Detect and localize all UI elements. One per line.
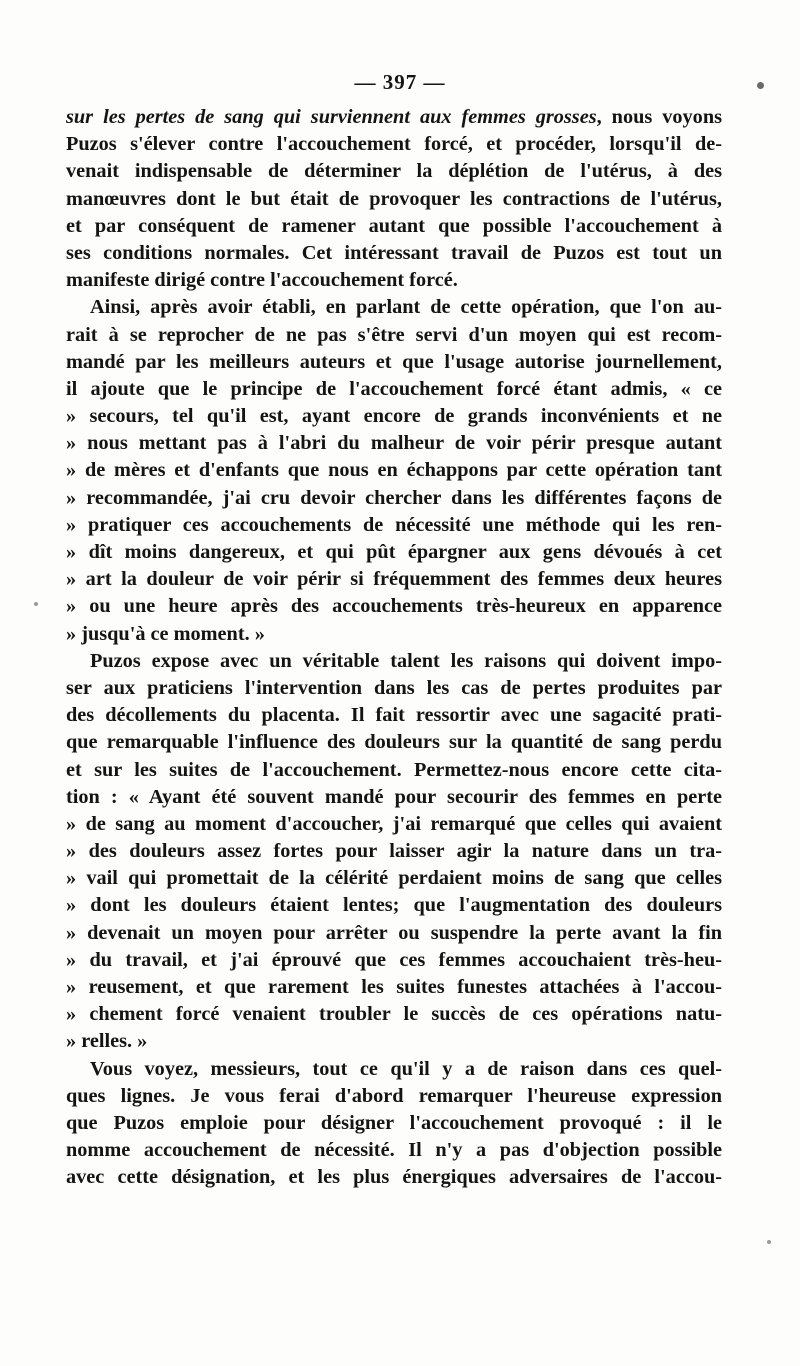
- text-segment: nomme accouchement de nécessité. Il n'y a pas d'objection possible: [66, 1139, 722, 1162]
- text-segment: mandé par les meilleurs auteurs et que l'usage autorise journellement,: [66, 350, 722, 373]
- text-segment: que remarquable l'influence des douleurs sur la quantité de sang perdu: [66, 731, 722, 754]
- text-segment: manifeste dirigé contre l'accouchement forcé.: [66, 269, 458, 292]
- text-line: [66, 757, 722, 784]
- text-segment: tion : « Ayant été souvent mandé pour secourir des femmes en perte: [66, 785, 722, 808]
- text-segment: rait à se reprocher de ne pas s'être servi d'un moyen qui est recom-: [66, 323, 722, 346]
- text-line: [66, 512, 722, 539]
- text-segment: venait indispensable de déterminer la déplétion de l'utérus, à des: [66, 160, 722, 183]
- text-line: [66, 729, 722, 756]
- text-line: [66, 186, 722, 213]
- text-line: [66, 213, 722, 240]
- text-segment: » vail qui promettait de la célérité perdaient moins de sang que celles: [66, 867, 722, 890]
- text-segment: que Puzos emploie pour désigner l'accouchement provoqué : il le: [66, 1111, 722, 1134]
- text-segment: Puzos expose avec un véritable talent les raisons qui doivent impo-: [90, 649, 722, 672]
- text-line: [66, 158, 722, 185]
- text-segment: » reusement, et que rarement les suites funestes attachées à l'accou-: [66, 976, 722, 998]
- text-segment: » dont les douleurs étaient lentes; que l'augmentation des douleurs: [66, 894, 722, 917]
- text-segment: » de sang au moment d'accoucher, j'ai remarqué que celles qui avaient: [66, 812, 722, 835]
- text-segment: ses conditions normales. Cet intéressant travail de Puzos est tout un: [66, 241, 722, 264]
- text-line: [66, 1056, 722, 1083]
- text-segment: » art la douleur de voir périr si fréquemment des femmes deux heures: [66, 568, 722, 591]
- text-segment: » devenait un moyen pour arrêter ou suspendre la perte avant la fin: [66, 921, 722, 944]
- text-segment: » pratiquer ces accouchements de nécessité une méthode qui les ren-: [66, 513, 722, 536]
- text-segment: » du travail, et j'ai éprouvé que ces femmes accouchaient très-heu-: [66, 948, 722, 971]
- text-segment: ser aux praticiens l'intervention dans les cas de pertes produites par: [66, 676, 722, 699]
- text-segment: » dît moins dangereux, et qui pût épargner aux gens dévoués à cet: [66, 541, 722, 563]
- text-segment: » nous mettant pas à l'abri du malheur de voir périr presque autant: [66, 432, 722, 455]
- text-segment: » jusqu'à ce moment. »: [66, 622, 265, 645]
- text-segment: ques lignes. Je vous ferai d'abord remarquer l'heureuse expression: [66, 1084, 722, 1107]
- text-line: [66, 457, 722, 484]
- text-line: [66, 621, 722, 648]
- text-line: [66, 485, 722, 512]
- text-line: [66, 1028, 722, 1055]
- scan-speck: [767, 1240, 771, 1244]
- text-segment: et sur les suites de l'accouchement. Permettez-nous encore cette cita-: [66, 758, 722, 781]
- text-segment: Puzos s'élever contre l'accouchement forcé, et procéder, lorsqu'il de-: [66, 133, 722, 156]
- text-segment: des décollements du placenta. Il fait ressortir avec une sagacité prati-: [66, 704, 722, 727]
- text-line: [66, 702, 722, 729]
- text-segment: , nous voyons: [596, 106, 722, 128]
- text-line: [66, 539, 722, 566]
- text-line: [66, 947, 722, 974]
- text-line: [66, 1001, 722, 1028]
- text-segment: manœuvres dont le but était de provoquer les contractions de l'utérus,: [66, 187, 722, 210]
- text-segment: » de mères et d'enfants que nous en échappons par cette opération tant: [66, 459, 722, 482]
- text-line: [66, 294, 722, 321]
- text-line: [66, 104, 722, 131]
- text-line: [66, 1083, 722, 1110]
- text-segment: avec cette désignation, et les plus énergiques adversaires de l'accou-: [66, 1166, 722, 1189]
- text-line: [66, 892, 722, 919]
- text-segment: » chement forcé venaient troubler le succès de ces opérations natu-: [66, 1003, 722, 1026]
- text-line: [66, 1137, 722, 1164]
- text-line: [66, 240, 722, 267]
- text-line: [66, 865, 722, 892]
- text-line: [66, 974, 722, 1001]
- text-line: [66, 349, 722, 376]
- text-line: [66, 376, 722, 403]
- page-number: — 397 —: [354, 70, 446, 94]
- text-line: [66, 322, 722, 349]
- text-line: [66, 566, 722, 593]
- text-line: [66, 267, 722, 294]
- text-segment: il ajoute que le principe de l'accouchement forcé étant admis, « ce: [66, 377, 722, 400]
- text-line: [66, 403, 722, 430]
- text-line: [66, 648, 722, 675]
- text-segment: et par conséquent de ramener autant que possible l'accouchement à: [66, 214, 722, 237]
- text-segment: » recommandée, j'ai cru devoir chercher dans les différentes façons de: [66, 486, 722, 509]
- text-segment: » des douleurs assez fortes pour laisser agir la nature dans un tra-: [66, 840, 722, 863]
- text-line: [66, 131, 722, 158]
- text-line: [66, 593, 722, 620]
- text-segment: » ou une heure après des accouchements très-heureux en apparence: [66, 595, 722, 618]
- scan-speck: [34, 602, 38, 606]
- text-line: [66, 1110, 722, 1137]
- italic-title: sur les pertes de sang qui surviennent aux femmes grosses: [66, 106, 597, 128]
- text-line: [66, 1164, 722, 1191]
- text-line: [66, 811, 722, 838]
- text-segment: » secours, tel qu'il est, ayant encore de grands inconvénients et ne: [66, 405, 722, 428]
- body-text: [66, 104, 722, 1192]
- text-line: [66, 430, 722, 457]
- text-line: [66, 920, 722, 947]
- text-line: [66, 675, 722, 702]
- text-line: [66, 784, 722, 811]
- text-segment: Vous voyez, messieurs, tout ce qu'il y a de raison dans ces quel-: [90, 1057, 722, 1080]
- text-segment: » relles. »: [66, 1030, 148, 1053]
- text-line: [66, 838, 722, 865]
- text-segment: Ainsi, après avoir établi, en parlant de cette opération, que l'on au-: [90, 296, 722, 319]
